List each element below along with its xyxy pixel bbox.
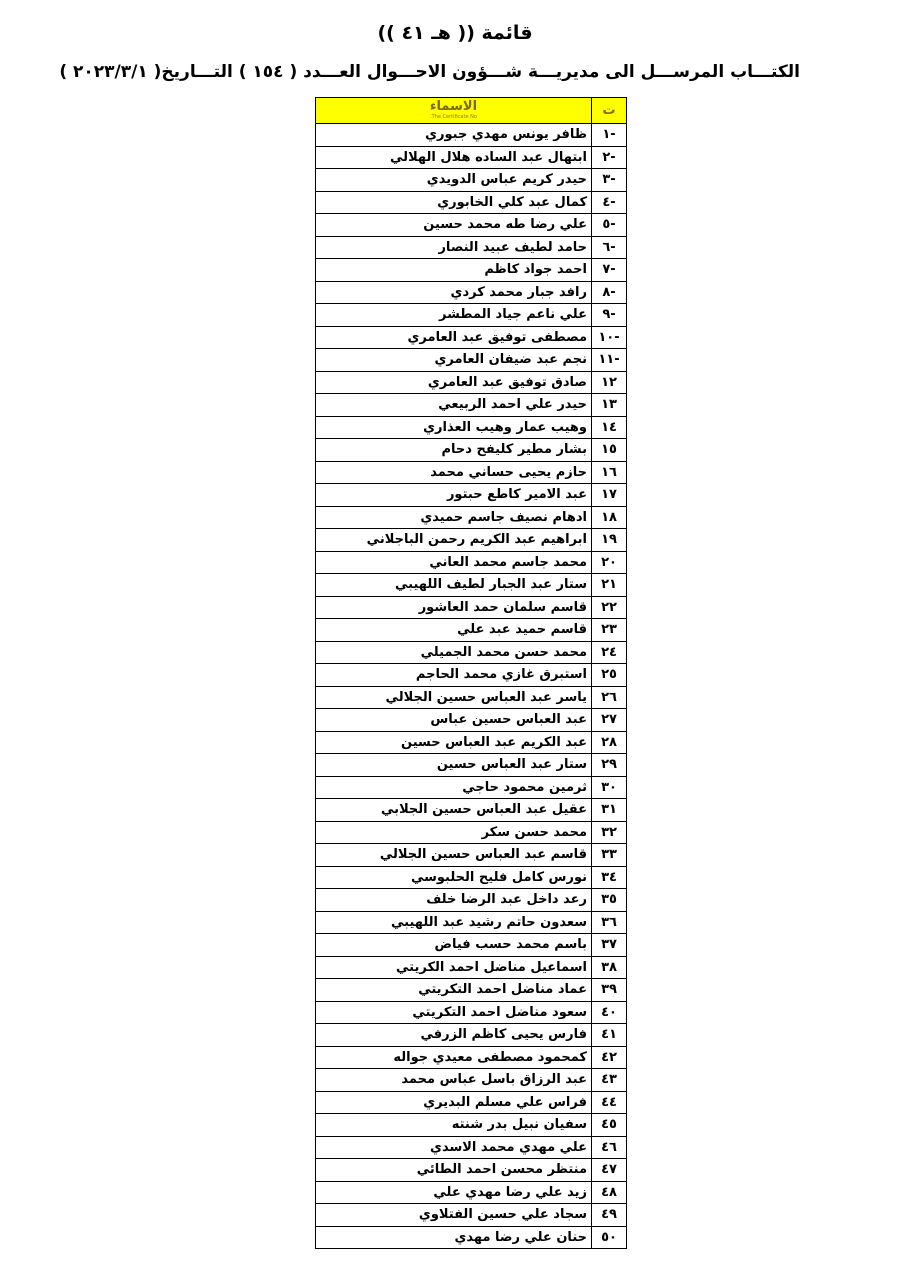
row-name: عبد الكريم عبد العباس حسين: [316, 731, 592, 754]
row-number: -٨: [592, 281, 627, 304]
row-number: ٤٥: [592, 1114, 627, 1137]
table-row: [316, 461, 627, 484]
table-row: [316, 236, 627, 259]
row-number: ٤٦: [592, 1136, 627, 1159]
table-row: [316, 934, 627, 957]
row-name: عقيل عبد العباس حسين الجلابي: [316, 799, 592, 822]
row-number: -٧: [592, 259, 627, 282]
row-name: اسماعيل مناضل احمد الكريتي: [316, 956, 592, 979]
table-row: [316, 844, 627, 867]
row-name: منتظر محسن احمد الطائي: [316, 1159, 592, 1182]
row-number: ٤١: [592, 1024, 627, 1047]
row-name: سعود مناضل احمد التكريتي: [316, 1001, 592, 1024]
row-number: ١٦: [592, 461, 627, 484]
row-name: حازم يحيى حساني محمد: [316, 461, 592, 484]
row-name: زيد علي رضا مهدي علي: [316, 1181, 592, 1204]
table-row: [316, 394, 627, 417]
row-name: ستار عبد العباس حسين: [316, 754, 592, 777]
row-number: ٤٤: [592, 1091, 627, 1114]
row-name: باسم محمد حسب فياض: [316, 934, 592, 957]
row-number: ٢٤: [592, 641, 627, 664]
table-row: [316, 281, 627, 304]
table-row: [316, 551, 627, 574]
row-name: عبد الرزاق باسل عباس محمد: [316, 1069, 592, 1092]
row-name: بشار مطير كليفح دحام: [316, 439, 592, 462]
row-name: محمد جاسم محمد العاني: [316, 551, 592, 574]
column-header-names-label: الاسماء: [429, 99, 478, 114]
row-number: ٤٧: [592, 1159, 627, 1182]
table-row: [316, 529, 627, 552]
row-name: سجاد علي حسين الفتلاوي: [316, 1204, 592, 1227]
row-name: حامد لطيف عبيد النصار: [316, 236, 592, 259]
row-number: -١: [592, 124, 627, 147]
row-name: حيدر علي احمد الربيعي: [316, 394, 592, 417]
row-name: صادق توفيق عبد العامري: [316, 371, 592, 394]
row-name: حنان علي رضا مهدي: [316, 1226, 592, 1249]
table-row: [316, 596, 627, 619]
table-row: [316, 1181, 627, 1204]
row-number: -٥: [592, 214, 627, 237]
row-name: علي رضا طه محمد حسين: [316, 214, 592, 237]
table-row: [316, 326, 627, 349]
row-number: ٢٦: [592, 686, 627, 709]
table-row: [316, 1069, 627, 1092]
row-number: ٣٥: [592, 889, 627, 912]
row-name: كمحمود مصطفى معيدي جواله: [316, 1046, 592, 1069]
row-number: -٢: [592, 146, 627, 169]
row-name: مصطفى توفيق عبد العامري: [316, 326, 592, 349]
table-row: [316, 439, 627, 462]
row-name: رافد جبار محمد كردي: [316, 281, 592, 304]
row-number: ٣١: [592, 799, 627, 822]
row-name: قاسم حميد عبد علي: [316, 619, 592, 642]
row-number: -١٠: [592, 326, 627, 349]
table-row: [316, 371, 627, 394]
row-number: ٣٠: [592, 776, 627, 799]
column-header-names: [316, 98, 592, 124]
row-number: -٩: [592, 304, 627, 327]
row-name: محمد حسن محمد الجميلي: [316, 641, 592, 664]
row-name: فارس يحيى كاظم الزرفي: [316, 1024, 592, 1047]
row-name: سعدون حاتم رشيد عبد اللهيبي: [316, 911, 592, 934]
row-name: وهيب عمار وهيب العذاري: [316, 416, 592, 439]
row-number: ٢٥: [592, 664, 627, 687]
table-row: [316, 574, 627, 597]
row-number: ٤٠: [592, 1001, 627, 1024]
table-row: [316, 956, 627, 979]
table-row: [316, 169, 627, 192]
row-number: ١٨: [592, 506, 627, 529]
row-number: -٦: [592, 236, 627, 259]
table-row: [316, 259, 627, 282]
table-row: [316, 911, 627, 934]
row-name: علي مهدي محمد الاسدي: [316, 1136, 592, 1159]
row-name: نورس كامل فليح الحلبوسي: [316, 866, 592, 889]
row-name: ظافر يونس مهدي جبوري: [316, 124, 592, 147]
table-row: [316, 416, 627, 439]
table-row: [316, 664, 627, 687]
row-number: ٢٢: [592, 596, 627, 619]
row-number: ٢٩: [592, 754, 627, 777]
row-name: ابراهيم عبد الكريم رحمن الباجلاني: [316, 529, 592, 552]
row-number: ١٤: [592, 416, 627, 439]
table-row: [316, 1091, 627, 1114]
table-row: [316, 1226, 627, 1249]
table-row: [316, 821, 627, 844]
table-row: [316, 979, 627, 1002]
row-name: ادهام نصيف جاسم حميدي: [316, 506, 592, 529]
row-name: قاسم سلمان حمد العاشور: [316, 596, 592, 619]
row-name: رعد داخل عبد الرضا خلف: [316, 889, 592, 912]
row-number: ٣٩: [592, 979, 627, 1002]
row-name: ياسر عبد العباس حسين الجلالي: [316, 686, 592, 709]
column-header-names-sublabel: The Certificate No.: [430, 114, 477, 120]
row-number: ٣٢: [592, 821, 627, 844]
table-row: [316, 1024, 627, 1047]
row-number: ٢٣: [592, 619, 627, 642]
row-number: ١٢: [592, 371, 627, 394]
table-row: [316, 866, 627, 889]
names-table: [315, 97, 627, 1249]
row-number: -٤: [592, 191, 627, 214]
table-row: [316, 754, 627, 777]
page-title: قائمة (( هـ ٤١ )): [377, 22, 533, 44]
row-name: ابتهال عبد الساده هلال الهلالي: [316, 146, 592, 169]
row-name: نجم عبد ضيفان العامري: [316, 349, 592, 372]
row-number: ٢١: [592, 574, 627, 597]
row-number: ٣٤: [592, 866, 627, 889]
row-name: كمال عبد كلي الخابوري: [316, 191, 592, 214]
table-row: [316, 506, 627, 529]
row-number: -٣: [592, 169, 627, 192]
table-row: [316, 1001, 627, 1024]
table-row: [316, 889, 627, 912]
document-subtitle: الكتـــاب المرســـل الى مديريـــة شـــؤون الاحـــوال العـــدد ( ١٥٤ ) التـــاريخ( ٢٠٢٣/٣/١ ): [59, 62, 800, 82]
row-name: ثرمين محمود حاجي: [316, 776, 592, 799]
row-name: سفيان نبيل بدر شنته: [316, 1114, 592, 1137]
table-row: [316, 686, 627, 709]
row-number: ٤٩: [592, 1204, 627, 1227]
row-number: -١١: [592, 349, 627, 372]
table-row: [316, 776, 627, 799]
row-name: قاسم عبد العباس حسين الجلالي: [316, 844, 592, 867]
row-name: محمد حسن سكر: [316, 821, 592, 844]
table-row: [316, 731, 627, 754]
table-row: [316, 146, 627, 169]
row-name: احمد جواد كاظم: [316, 259, 592, 282]
table-row: [316, 191, 627, 214]
row-number: ١٩: [592, 529, 627, 552]
table-row: [316, 799, 627, 822]
table-row: [316, 304, 627, 327]
table-row: [316, 619, 627, 642]
table-header-row: [316, 98, 627, 124]
table-row: [316, 214, 627, 237]
table-row: [316, 1046, 627, 1069]
row-number: ٢٠: [592, 551, 627, 574]
row-name: حيدر كريم عباس الدويدي: [316, 169, 592, 192]
row-number: ٢٧: [592, 709, 627, 732]
row-number: ٣٣: [592, 844, 627, 867]
row-number: ٤٣: [592, 1069, 627, 1092]
row-number: ٤٢: [592, 1046, 627, 1069]
row-number: ٣٨: [592, 956, 627, 979]
table-row: [316, 124, 627, 147]
table-row: [316, 641, 627, 664]
table-row: [316, 1136, 627, 1159]
table-body: [316, 124, 627, 1249]
table-row: [316, 709, 627, 732]
row-name: عبد العباس حسين عباس: [316, 709, 592, 732]
row-name: عماد مناضل احمد التكريتي: [316, 979, 592, 1002]
row-number: ١٣: [592, 394, 627, 417]
column-header-number: ت: [592, 98, 627, 124]
row-number: ٣٧: [592, 934, 627, 957]
row-name: فراس علي مسلم البديري: [316, 1091, 592, 1114]
row-name: استبرق غازي محمد الحاجم: [316, 664, 592, 687]
table-row: [316, 1159, 627, 1182]
row-number: ٣٦: [592, 911, 627, 934]
row-name: ستار عبد الجبار لطيف اللهيبي: [316, 574, 592, 597]
table-row: [316, 484, 627, 507]
row-number: ١٧: [592, 484, 627, 507]
row-name: عبد الامير كاطع حبتور: [316, 484, 592, 507]
table-row: [316, 349, 627, 372]
table-row: [316, 1114, 627, 1137]
row-number: ٥٠: [592, 1226, 627, 1249]
row-number: ٢٨: [592, 731, 627, 754]
table-row: [316, 1204, 627, 1227]
row-name: علي ناعم جياد المطشر: [316, 304, 592, 327]
row-number: ٤٨: [592, 1181, 627, 1204]
row-number: ١٥: [592, 439, 627, 462]
